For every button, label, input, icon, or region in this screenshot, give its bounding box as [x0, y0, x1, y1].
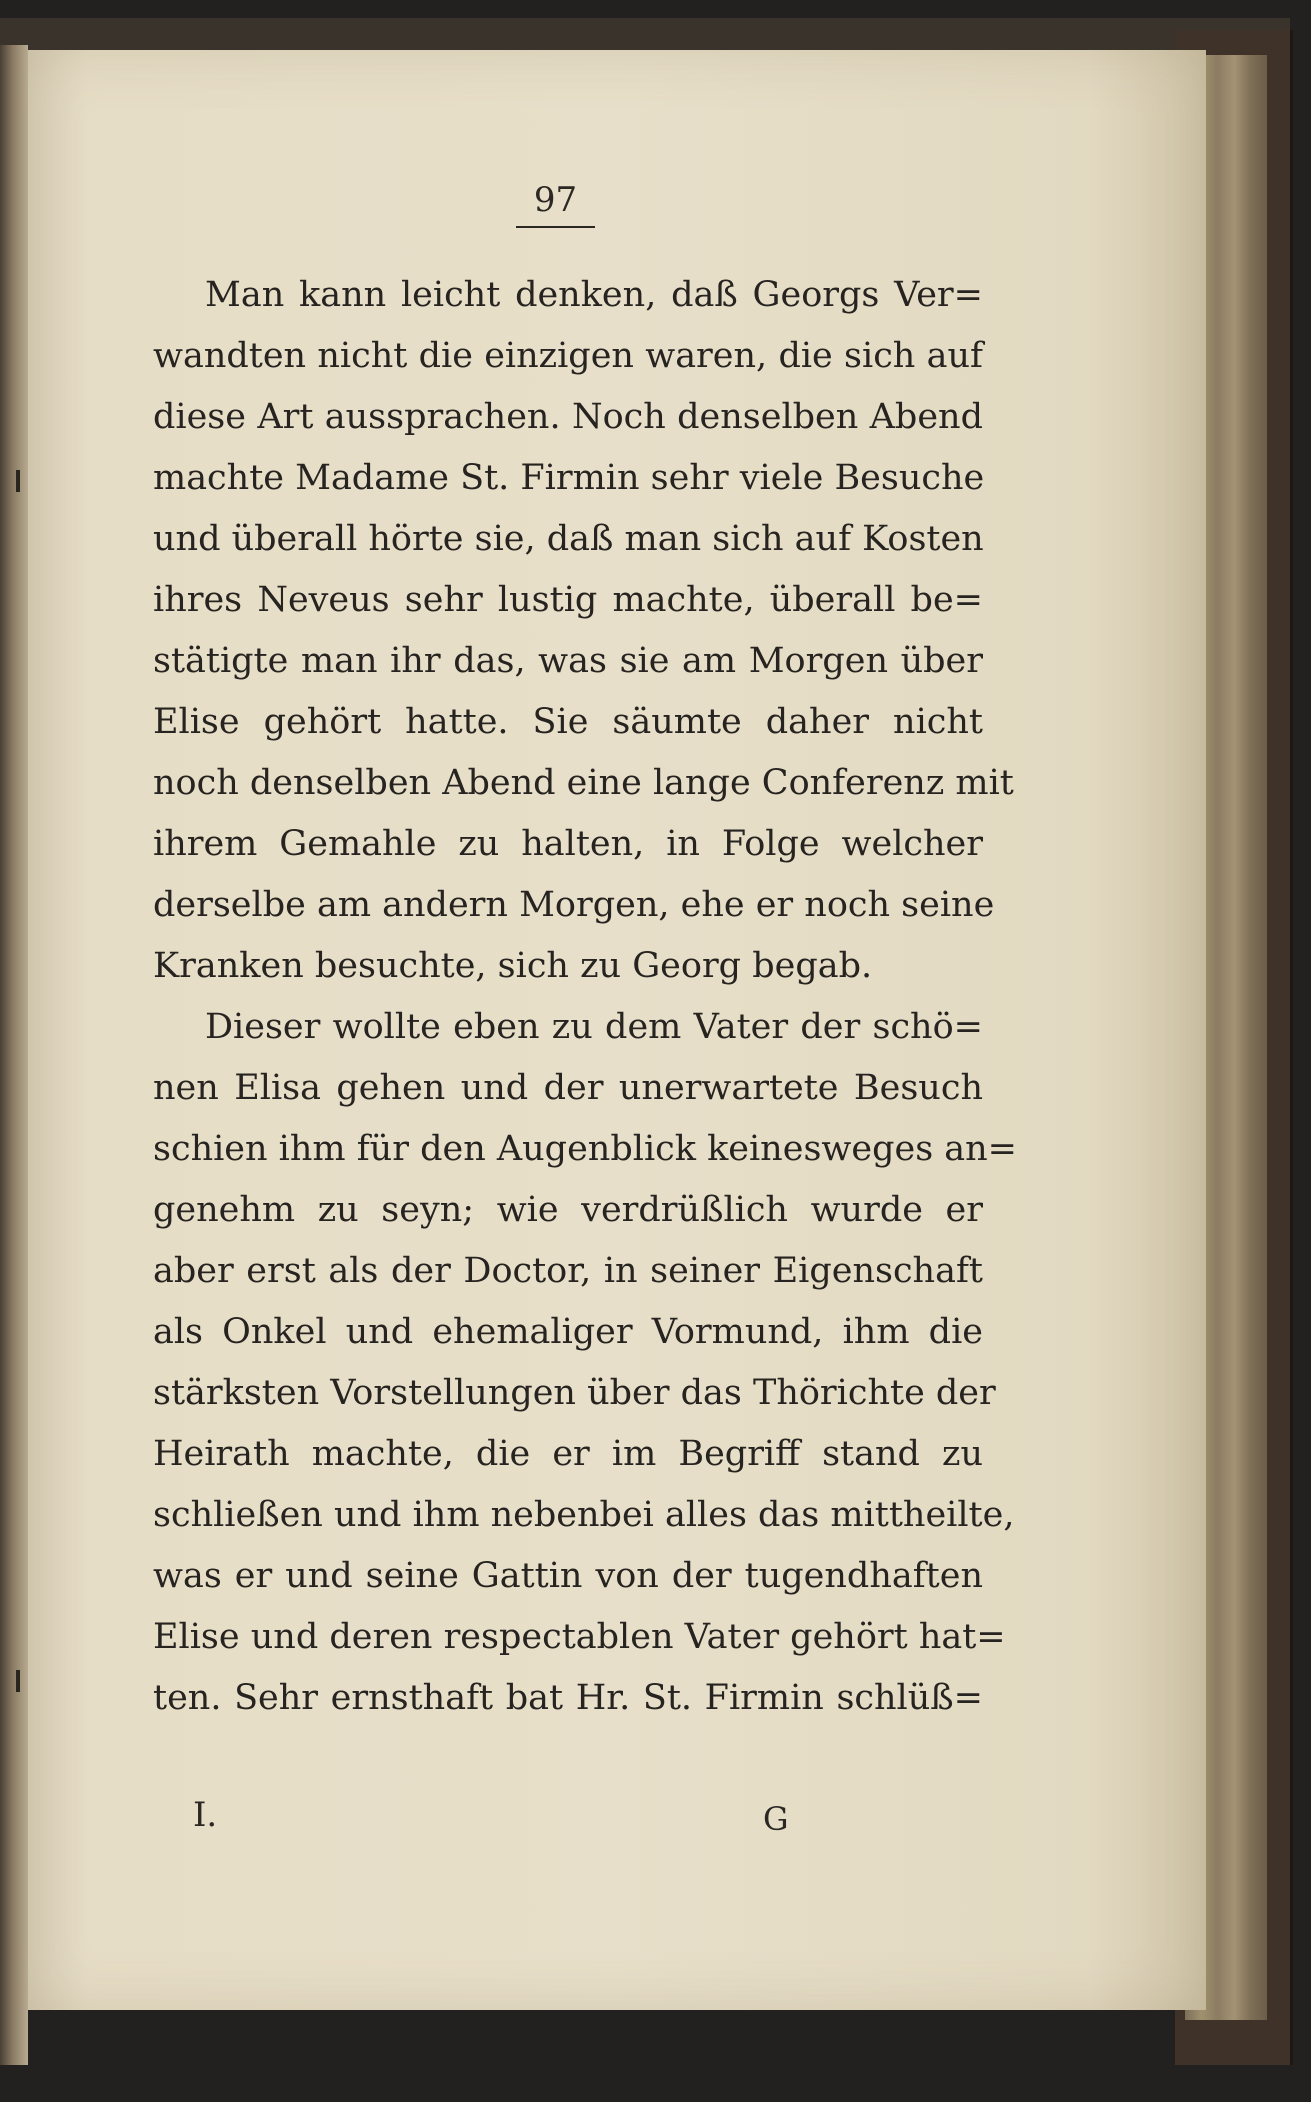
- text-line: Elise und deren respectablen Vater gehört hat=: [153, 1617, 1006, 1657]
- facing-page-edge: [0, 45, 28, 2065]
- text-line: schließen und ihm nebenbei alles das mittheilte,: [153, 1495, 1015, 1535]
- text-line: Man kann leicht denken, daß Georgs Ver=: [205, 275, 983, 315]
- text-line: ihres Neveus sehr lustig machte, überall be=: [153, 580, 983, 620]
- signature-mark: G: [763, 1800, 789, 1838]
- text-line: derselbe am andern Morgen, ehe er noch seine: [153, 885, 995, 925]
- text-line: aber erst als der Doctor, in seiner Eigenschaft: [153, 1251, 983, 1291]
- text-line: wandten nicht die einzigen waren, die sich auf: [153, 336, 983, 376]
- binding-thread-mark: [16, 1670, 20, 1692]
- text-line: was er und seine Gattin von der tugendhaften: [153, 1556, 983, 1596]
- text-line: Heirath machte, die er im Begriff stand zu: [153, 1434, 983, 1474]
- page-body-text: [153, 265, 1018, 1729]
- text-line: und überall hörte sie, daß man sich auf Kosten: [153, 519, 984, 559]
- text-line: stärksten Vorstellungen über das Thörichte der: [153, 1373, 996, 1413]
- text-line: Kranken besuchte, sich zu Georg begab.: [153, 946, 873, 986]
- text-line: ten. Sehr ernsthaft bat Hr. St. Firmin schlüß=: [153, 1678, 983, 1718]
- text-line: nen Elisa gehen und der unerwartete Besuch: [153, 1068, 983, 1108]
- text-line: machte Madame St. Firmin sehr viele Besuche: [153, 458, 985, 498]
- text-line: noch denselben Abend eine lange Conferenz mit: [153, 763, 1014, 803]
- text-line: Dieser wollte eben zu dem Vater der schö=: [205, 1007, 983, 1047]
- text-line: als Onkel und ehemaliger Vormund, ihm die: [153, 1312, 983, 1352]
- text-line: Elise gehört hatte. Sie säumte daher nicht: [153, 702, 983, 742]
- text-line: diese Art aussprachen. Noch denselben Abend: [153, 397, 983, 437]
- book-page: [28, 50, 1206, 2010]
- text-line: ihrem Gemahle zu halten, in Folge welcher: [153, 824, 983, 864]
- text-line: stätigte man ihr das, was sie am Morgen über: [153, 641, 983, 681]
- text-line: schien ihm für den Augenblick keinesweges an=: [153, 1129, 1018, 1169]
- page-header: [28, 180, 1083, 228]
- text-line: genehm zu seyn; wie verdrüßlich wurde er: [153, 1190, 983, 1230]
- binding-thread-mark: [16, 470, 20, 492]
- volume-marker: I.: [193, 1795, 218, 1835]
- page-number: 97: [516, 180, 595, 228]
